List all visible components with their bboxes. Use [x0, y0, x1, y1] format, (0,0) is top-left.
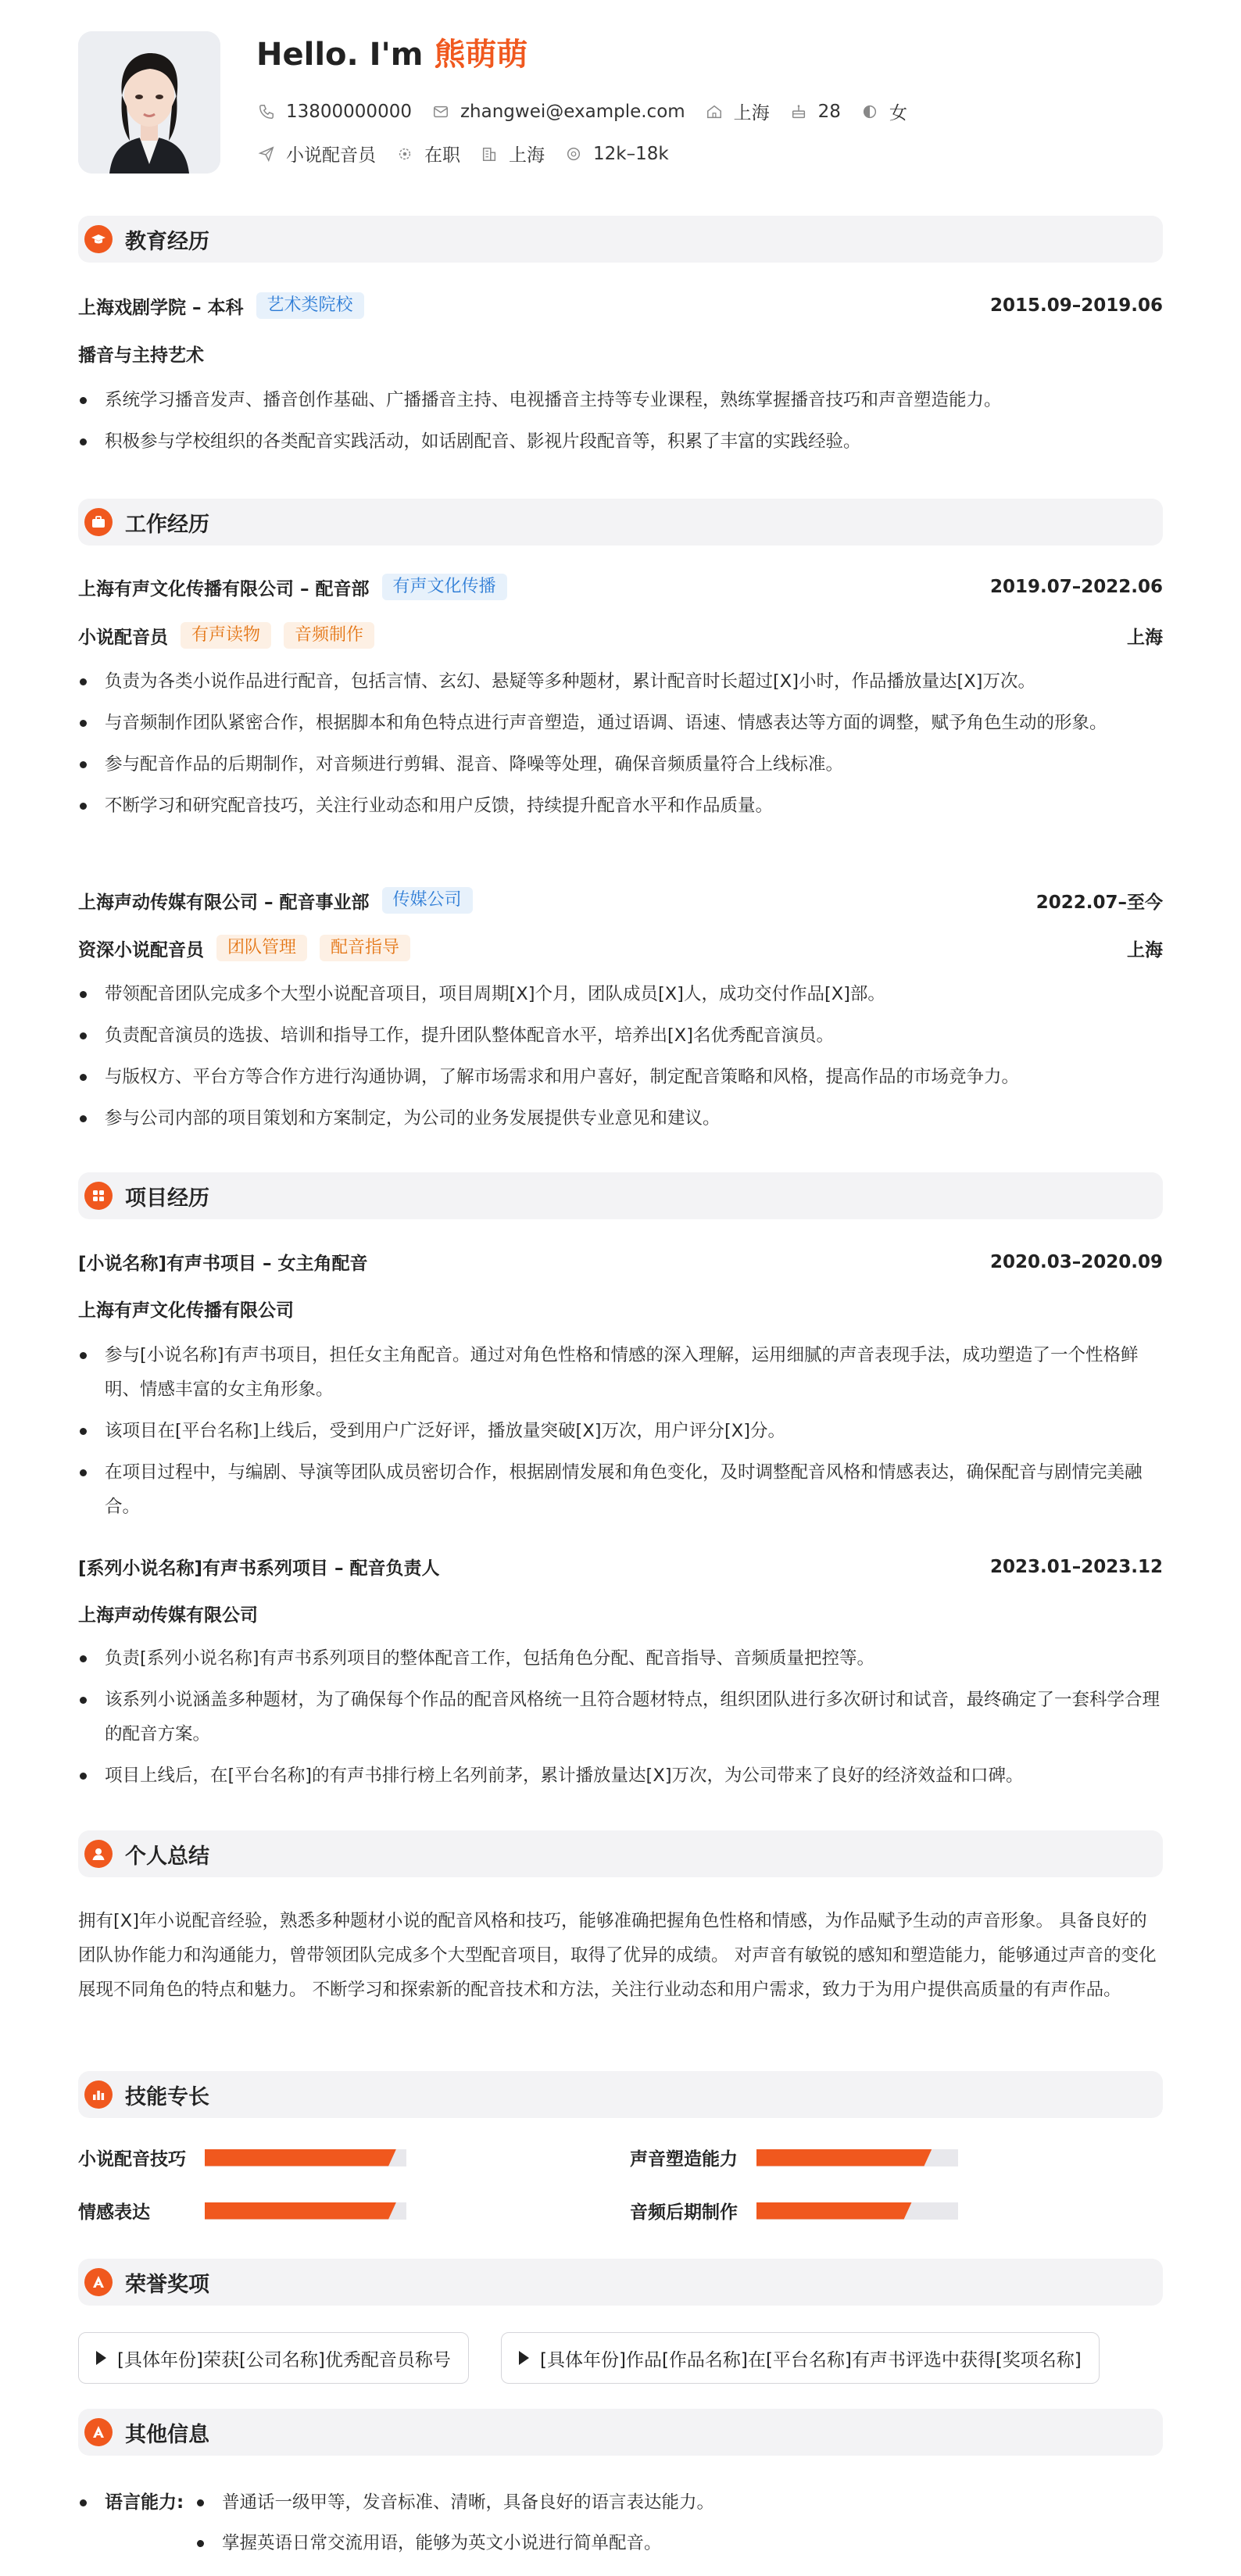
section-work — [78, 499, 1163, 546]
email-item — [432, 102, 685, 122]
gender-item — [861, 98, 907, 124]
skill-name: 小说配音技巧 — [78, 2149, 186, 2170]
gender-icon — [861, 103, 878, 120]
skill-name: 声音塑造能力 — [630, 2149, 738, 2170]
greeting-text: Hello. I'm — [256, 37, 424, 73]
job-title-text: 小说配音员 — [286, 145, 376, 166]
phone-item — [258, 102, 412, 122]
work-role-row — [78, 622, 1163, 649]
list-item: 不断学习和研究配音技巧，关注行业动态和用户反馈，持续提升配音水平和作品质量。 — [78, 789, 1163, 823]
briefcase-icon — [84, 508, 113, 536]
list-item: 与音频制作团队紧密合作，根据脚本和角色特点进行声音塑造，通过语调、语速、情感表达等方面的调整，赋予角色生动的形象。 — [78, 706, 1163, 740]
work-city: 上海 — [1127, 627, 1163, 648]
work-date: 2019.07–2022.06 — [989, 577, 1163, 597]
list-item: 系统学习播音发声、播音创作基础、广播播音主持、电视播音主持等专业课程，熟练掌握播音技巧和声音塑造能力。 — [78, 383, 1163, 417]
list-item: 与版权方、平台方等合作方进行沟通协调，了解市场需求和用户喜好，制定配音策略和风格，提高作品的市场竞争力。 — [78, 1060, 1163, 1094]
list-item: 项目上线后，在[平台名称]的有声书排行榜上名列前茅，累计播放量达[X]万次，为公司带来了良好的经济效益和口碑。 — [78, 1758, 1163, 1793]
skill-bar — [756, 2149, 958, 2166]
gender-text: 女 — [889, 103, 907, 123]
list-item: 该项目在[平台名称]上线后，受到用户广泛好评，播放量突破[X]万次，用户评分[X]分。 — [78, 1414, 1163, 1448]
salary-text: 12k–18k — [593, 143, 669, 164]
project-company-row — [78, 1296, 1163, 1322]
project-title: [小说名称]有声书项目 – 女主角配音 — [78, 1254, 368, 1274]
location-text: 上海 — [733, 103, 770, 123]
list-item: 积极参与学校组织的各类配音实践活动，如话剧配音、影视片段配音等，积累了丰富的实践经验。 — [78, 424, 1163, 459]
age-text: 28 — [817, 101, 841, 122]
status-text: 在职 — [424, 145, 460, 166]
work-bullets — [78, 664, 1163, 830]
phone-icon — [258, 103, 275, 120]
list-item: 负责为各类小说作品进行配音，包括言情、玄幻、悬疑等多种题材，累计配音时长超过[X]小时，作品播放量达[X]万次。 — [78, 664, 1163, 699]
bar-chart-icon — [84, 2080, 113, 2109]
city-item — [481, 141, 545, 166]
work-city: 上海 — [1127, 939, 1163, 961]
section-other — [78, 2409, 1163, 2456]
company-tag: 传媒公司 — [382, 887, 473, 914]
mail-icon — [432, 103, 449, 120]
home-icon — [706, 103, 723, 120]
award-text: [具体年份]作品[作品名称]在[平台名称]有声书评选中获得[奖项名称] — [540, 2349, 1082, 2370]
role-name: 资深小说配音员 — [78, 939, 204, 961]
skill-bar — [205, 2202, 406, 2220]
work-company-row — [78, 574, 1163, 600]
role-name: 小说配音员 — [78, 627, 168, 648]
award-text: [具体年份]荣获[公司名称]优秀配音员称号 — [117, 2349, 451, 2370]
skill-bar-fill — [756, 2149, 932, 2166]
city-text: 上海 — [509, 145, 545, 166]
job-row — [258, 141, 689, 166]
list-item: 参与公司内部的项目策划和方案制定，为公司的业务发展提供专业意见和建议。 — [78, 1101, 1163, 1136]
role-tag: 有声读物 — [181, 622, 271, 649]
email-text: zhangwei@example.com — [460, 101, 685, 122]
status-item — [396, 141, 460, 166]
project-company: 上海声动传媒有限公司 — [78, 1605, 258, 1626]
section-summary — [78, 1830, 1163, 1877]
language-label: 语言能力: — [105, 2485, 184, 2520]
education-row — [78, 292, 1163, 319]
salary-item — [565, 144, 669, 164]
skill-bar-fill — [756, 2202, 912, 2220]
section-title: 工作经历 — [125, 512, 209, 537]
skill-bar — [756, 2202, 958, 2220]
award-item — [78, 2332, 469, 2384]
user-icon — [84, 1840, 113, 1868]
skill-item — [630, 2198, 958, 2224]
section-title: 其他信息 — [125, 2422, 209, 2447]
project-bullets — [78, 1641, 1163, 1800]
list-item: 该系列小说涵盖多种题材，为了确保每个作品的配音风格统一且符合题材特点，组织团队进行多次研讨和试音，最终确定了一套科学合理的配音方案。 — [78, 1683, 1163, 1751]
major-name: 播音与主持艺术 — [78, 345, 204, 366]
salary-icon — [565, 145, 582, 163]
grid-icon — [84, 1182, 113, 1210]
skill-bar — [205, 2149, 406, 2166]
section-title: 荣誉奖项 — [125, 2272, 209, 2297]
avatar — [78, 31, 220, 174]
list-item: 参与配音作品的后期制作，对音频进行剪辑、混音、降噪等处理，确保音频质量符合上线标准。 — [78, 747, 1163, 782]
location-item — [706, 98, 770, 124]
project-date: 2023.01–2023.12 — [989, 1556, 1163, 1577]
list-item: 掌握英语日常交流用语，能够为英文小说进行简单配音。 — [195, 2526, 1133, 2560]
candidate-name: 熊萌萌 — [434, 37, 528, 73]
project-title: [系列小说名称]有声书系列项目 – 配音负责人 — [78, 1558, 440, 1579]
school-name: 上海戏剧学院 – 本科 — [78, 297, 244, 318]
education-bullets — [78, 383, 1163, 466]
section-education — [78, 216, 1163, 263]
work-role-row — [78, 935, 1163, 961]
play-icon — [96, 2351, 106, 2365]
portrait-image — [78, 31, 220, 174]
skill-item — [630, 2145, 958, 2170]
work-company-row — [78, 887, 1163, 914]
skill-item — [78, 2145, 406, 2170]
award-icon — [84, 2268, 113, 2296]
company-name: 上海有声文化传播有限公司 – 配音部 — [78, 578, 370, 599]
section-awards — [78, 2259, 1163, 2306]
education-date: 2015.09–2019.06 — [989, 295, 1163, 316]
list-item: 普通话一级甲等，发音标准、清晰，具备良好的语言表达能力。 — [195, 2485, 1133, 2520]
section-projects — [78, 1172, 1163, 1219]
project-company-row — [78, 1601, 1163, 1626]
award-item — [501, 2332, 1100, 2384]
project-company: 上海有声文化传播有限公司 — [78, 1301, 294, 1321]
skill-item — [78, 2198, 406, 2224]
project-bullets — [78, 1338, 1163, 1531]
summary-text: 拥有[X]年小说配音经验，熟悉多种题材小说的配音风格和技巧，能够准确把握角色性格和情感，为作品赋予生动的声音形象。 具备良好的团队协作能力和沟通能力，曾带领团队完成多个大型配音项目，取得了优异的成绩。 对声音有敏锐的感知和塑造能力，能够通过声音的变化展现不同角色的特点和魅力。 不断学习和探索新的配音技术和方法，关注行业动态和用户需求，致力于为用户提供高质量的有声作品。 — [78, 1911, 1157, 2000]
project-title-row — [78, 1249, 1163, 1275]
skill-bar-fill — [205, 2202, 396, 2220]
skill-name: 情感表达 — [78, 2202, 150, 2223]
job-title-item — [258, 141, 376, 166]
list-item: 在项目过程中，与编剧、导演等团队成员密切合作，根据剧情发展和角色变化，及时调整配音风格和情感表达，确保配音与剧情完美融合。 — [78, 1455, 1163, 1524]
contact-row — [258, 98, 928, 124]
role-tag: 音频制作 — [284, 622, 374, 649]
cake-icon — [790, 103, 807, 120]
section-skills — [78, 2071, 1163, 2118]
section-title: 技能专长 — [125, 2084, 209, 2109]
phone-text: 13800000000 — [286, 101, 412, 122]
list-item: 负责[系列小说名称]有声书系列项目的整体配音工作，包括角色分配、配音指导、音频质量把控等。 — [78, 1641, 1163, 1676]
status-icon — [396, 145, 413, 163]
section-title: 个人总结 — [125, 1844, 209, 1869]
company-name: 上海声动传媒有限公司 – 配音事业部 — [78, 892, 370, 913]
list-item: 带领配音团队完成多个大型小说配音项目，项目周期[X]个月，团队成员[X]人，成功交付作品[X]部。 — [78, 977, 1163, 1011]
resume-header — [78, 0, 1163, 188]
section-title: 项目经历 — [125, 1186, 209, 1211]
list-item: 负责配音演员的选拔、培训和指导工作，提升团队整体配音水平，培养出[X]名优秀配音演员。 — [78, 1018, 1163, 1053]
greeting-title — [256, 30, 528, 74]
skill-bar-fill — [205, 2149, 396, 2166]
graduation-cap-icon — [84, 225, 113, 253]
work-bullets — [78, 977, 1163, 1143]
role-tag: 团队管理 — [216, 935, 307, 961]
company-tag: 有声文化传播 — [382, 574, 507, 600]
role-tag: 配音指导 — [320, 935, 410, 961]
major-row — [78, 341, 1163, 367]
project-date: 2020.03–2020.09 — [989, 1251, 1163, 1272]
section-title: 教育经历 — [125, 229, 209, 254]
language-list — [195, 2485, 1133, 2567]
info-icon — [84, 2418, 113, 2446]
send-icon — [258, 145, 275, 163]
school-tag: 艺术类院校 — [256, 292, 364, 319]
play-icon — [519, 2351, 529, 2365]
building-icon — [481, 145, 498, 163]
list-item: 参与[小说名称]有声书项目，担任女主角配音。通过对角色性格和情感的深入理解，运用细腻的声音表现手法，成功塑造了一个性格鲜明、情感丰富的女主角形象。 — [78, 1338, 1163, 1407]
work-date: 2022.07–至今 — [1035, 892, 1163, 913]
skill-name: 音频后期制作 — [630, 2202, 738, 2223]
age-item — [790, 102, 841, 122]
project-title-row — [78, 1554, 1163, 1580]
